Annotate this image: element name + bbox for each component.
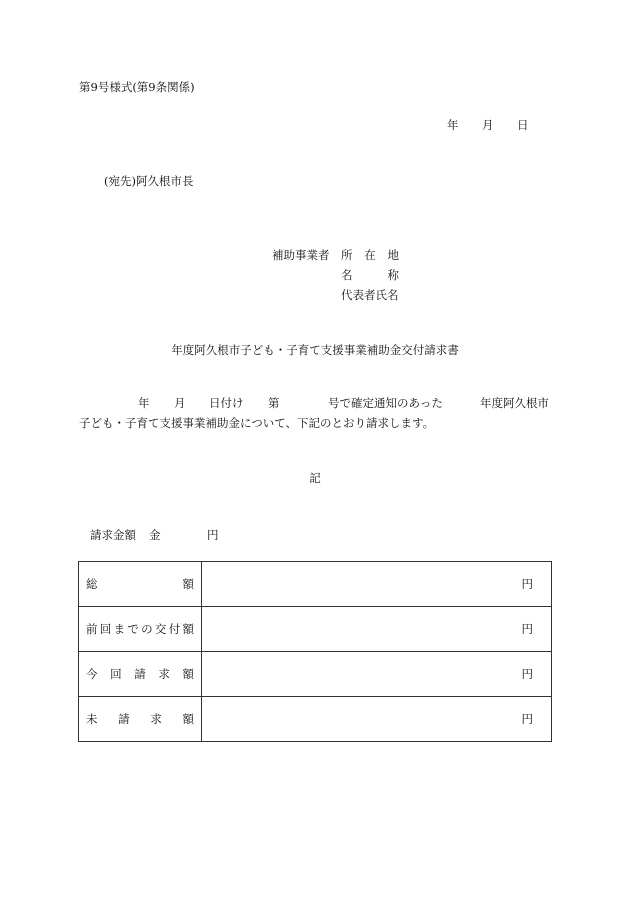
table-row (79, 607, 552, 652)
applicant-representative-label: 代表者氏名 (341, 288, 399, 302)
claim-amount-label: 請求金額 (90, 528, 136, 542)
label-char: ま (113, 622, 126, 636)
label-char: 回 (110, 667, 122, 681)
row-value-total: 円 (202, 562, 552, 607)
row-label-unclaimed (79, 697, 202, 742)
amount-table (78, 561, 552, 742)
label-char: 求 (150, 712, 162, 726)
row-label-total (79, 562, 202, 607)
claim-yen: 円 (207, 528, 219, 542)
label-char: の (141, 622, 153, 636)
applicant-address-label (341, 250, 399, 262)
body-dated: 日付け (209, 396, 244, 410)
row-label-previous (79, 607, 202, 652)
label-char: 名 (341, 268, 353, 282)
date-month-label: 月 (482, 118, 494, 132)
label-char: 額 (182, 667, 194, 681)
label-char: 付 (168, 622, 181, 636)
form-number: 第9号様式(第9条関係) (79, 80, 195, 94)
label-char: 求 (158, 667, 170, 681)
body-no-suffix: 号で確定通知のあった (328, 396, 443, 410)
label-char: 額 (182, 577, 194, 591)
row-value-previous: 円 (202, 607, 552, 652)
row-value-unclaimed: 円 (202, 697, 552, 742)
addressee: (宛先)阿久根市長 (104, 174, 194, 188)
body-year: 年 (138, 396, 150, 410)
label-char: 請 (134, 667, 146, 681)
label-char: 今 (86, 667, 98, 681)
table-row (79, 652, 552, 697)
label-char: 請 (118, 712, 130, 726)
date-day-label: 日 (517, 118, 529, 132)
label-char: 回 (99, 622, 112, 636)
label-char: 総 (86, 577, 98, 591)
label-char: 在 (364, 248, 376, 262)
label-char: で (127, 622, 139, 636)
ki-heading: 記 (309, 471, 321, 485)
label-char: 交 (154, 622, 167, 636)
body-line-2: 子ども・子育て支援事業補助金について、下記のとおり請求します。 (79, 416, 435, 430)
applicant-name-label (341, 270, 399, 282)
date-year-label: 年 (447, 118, 459, 132)
body-subsidy-prefix: 年度阿久根市 (480, 396, 549, 410)
body-no-prefix: 第 (268, 396, 280, 410)
row-label-current (79, 652, 202, 697)
label-char: 未 (86, 712, 98, 726)
label-char: 称 (387, 268, 399, 282)
document-title: 年度阿久根市子ども・子育て支援事業補助金交付請求書 (171, 343, 459, 357)
row-value-current: 円 (202, 652, 552, 697)
claim-kin: 金 (149, 528, 161, 542)
table-row (79, 562, 552, 607)
label-char: 前 (86, 622, 98, 636)
label-char: 地 (387, 248, 399, 262)
table-row (79, 697, 552, 742)
body-month: 月 (174, 396, 186, 410)
label-char: 額 (182, 712, 194, 726)
label-char: 所 (341, 248, 353, 262)
label-char: 額 (182, 622, 194, 636)
applicant-role: 補助事業者 (272, 248, 330, 262)
